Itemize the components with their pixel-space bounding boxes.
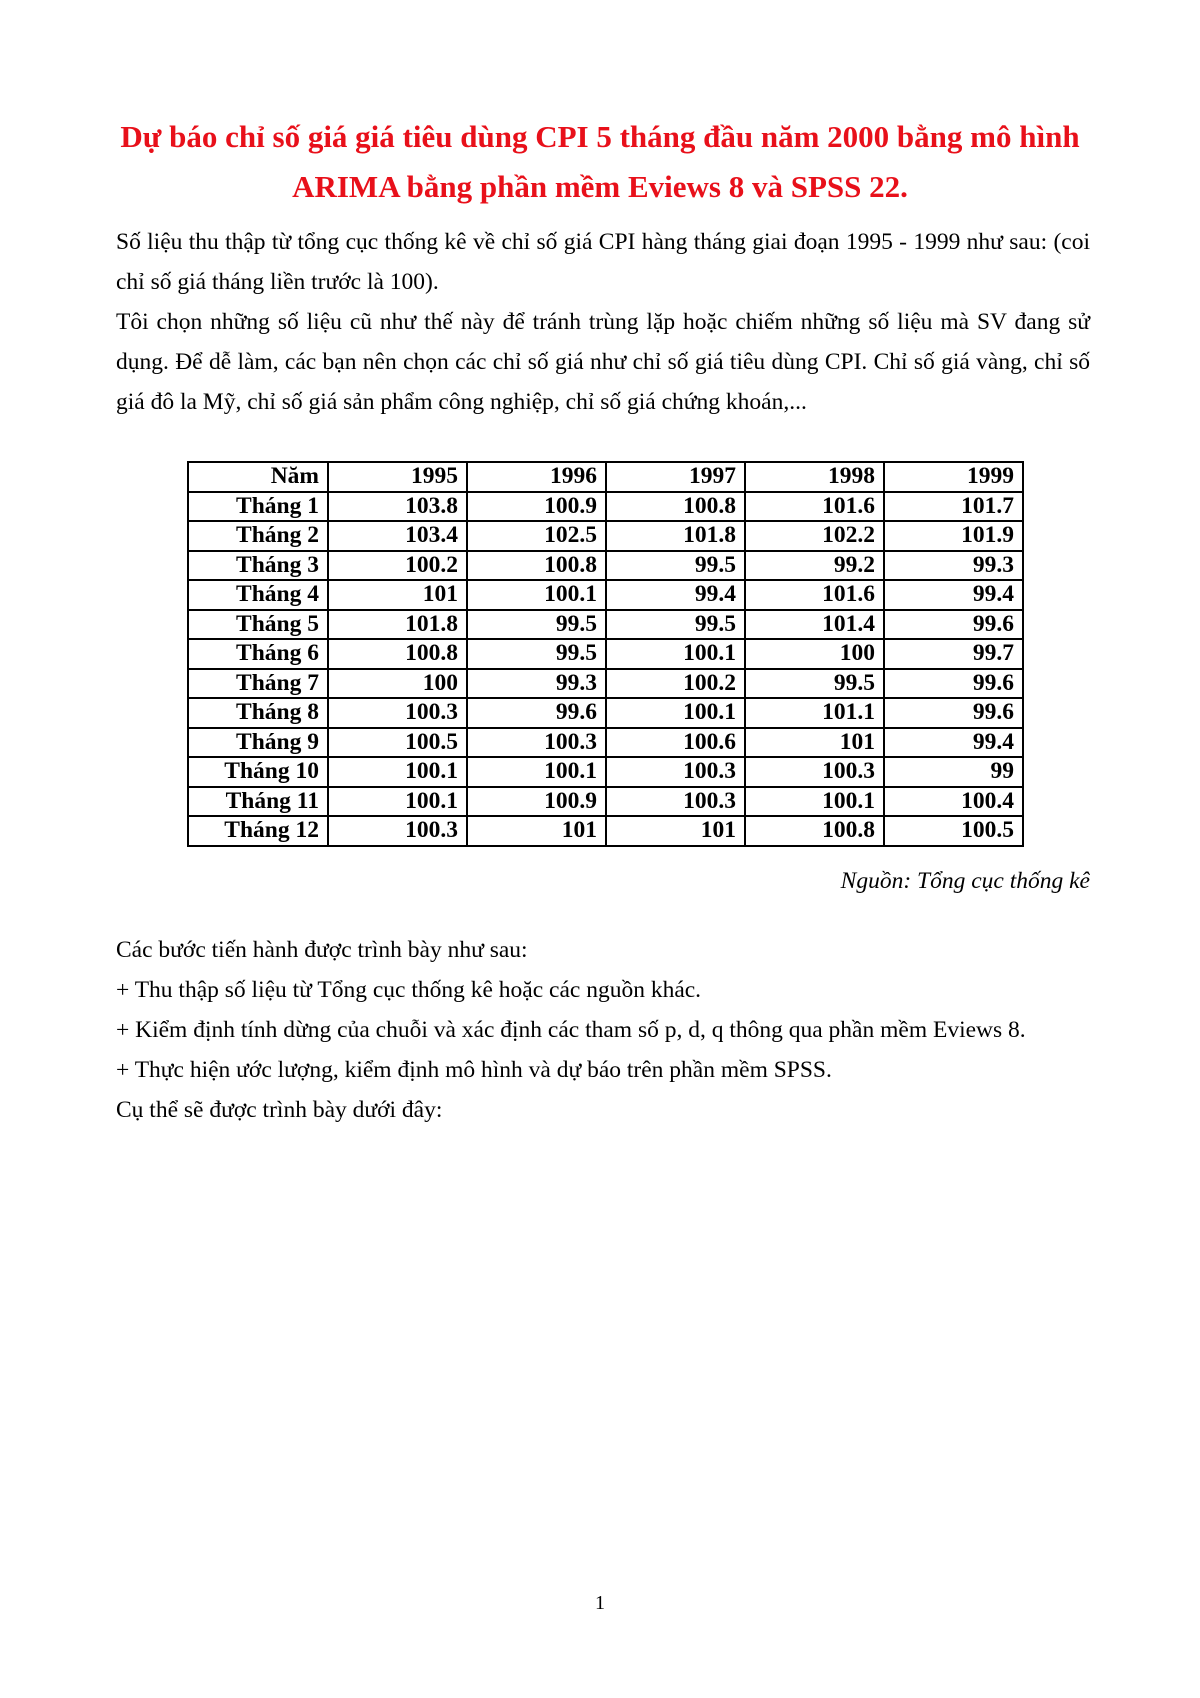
table-row	[188, 757, 1023, 787]
row-label-cell: Tháng 3	[188, 551, 328, 581]
document-title: Dự báo chỉ số giá giá tiêu dùng CPI 5 tháng đầu năm 2000 bằng mô hình ARIMA bằng phần mềm Eviews 8 và SPSS 22.	[120, 119, 1080, 204]
value-cell: 99	[884, 757, 1023, 787]
value-cell: 100	[745, 639, 884, 669]
value-cell: 101.8	[606, 521, 745, 551]
value-cell: 100.1	[328, 787, 467, 817]
value-cell: 103.4	[328, 521, 467, 551]
steps-intro: Các bước tiến hành được trình bày như sau:	[116, 937, 528, 963]
cpi-table-container	[187, 461, 1024, 847]
table-row	[188, 816, 1023, 846]
value-cell: 100.3	[328, 698, 467, 728]
row-label-cell: Tháng 8	[188, 698, 328, 728]
value-cell: 101.1	[745, 698, 884, 728]
value-cell: 100.1	[467, 757, 606, 787]
value-cell: 100.1	[606, 698, 745, 728]
table-header-cell: 1997	[606, 462, 745, 492]
value-cell: 99.5	[606, 551, 745, 581]
value-cell: 99.3	[884, 551, 1023, 581]
value-cell: 99.7	[884, 639, 1023, 669]
value-cell: 101.8	[328, 610, 467, 640]
value-cell: 100.4	[884, 787, 1023, 817]
value-cell: 100.6	[606, 728, 745, 758]
value-cell: 100.8	[328, 639, 467, 669]
value-cell: 100.3	[328, 816, 467, 846]
value-cell: 99.6	[467, 698, 606, 728]
row-label-cell: Tháng 1	[188, 492, 328, 522]
value-cell: 101.9	[884, 521, 1023, 551]
value-cell: 101.6	[745, 580, 884, 610]
step-item: + Thực hiện ước lượng, kiểm định mô hình và dự báo trên phần mềm SPSS.	[116, 1057, 832, 1083]
value-cell: 102.2	[745, 521, 884, 551]
step-item: + Kiểm định tính dừng của chuỗi và xác định các tham số p, d, q thông qua phần mềm Eviews 8.	[116, 1017, 1026, 1043]
table-row	[188, 787, 1023, 817]
table-header-cell: 1996	[467, 462, 606, 492]
row-label-cell: Tháng 11	[188, 787, 328, 817]
value-cell: 101.4	[745, 610, 884, 640]
table-row	[188, 610, 1023, 640]
table-header-cell: Năm	[188, 462, 328, 492]
row-label-cell: Tháng 4	[188, 580, 328, 610]
value-cell: 99.6	[884, 698, 1023, 728]
table-header-cell: 1998	[745, 462, 884, 492]
row-label-cell: Tháng 5	[188, 610, 328, 640]
value-cell: 100.3	[606, 787, 745, 817]
value-cell: 99.6	[884, 669, 1023, 699]
table-header-cell: 1995	[328, 462, 467, 492]
cpi-table	[187, 461, 1024, 847]
step-item: + Thu thập số liệu từ Tổng cục thống kê hoặc các nguồn khác.	[116, 977, 702, 1003]
value-cell: 99.4	[884, 728, 1023, 758]
value-cell: 99.5	[745, 669, 884, 699]
value-cell: 103.8	[328, 492, 467, 522]
value-cell: 99.5	[467, 639, 606, 669]
table-row	[188, 639, 1023, 669]
value-cell: 100.8	[467, 551, 606, 581]
value-cell: 102.5	[467, 521, 606, 551]
row-label-cell: Tháng 6	[188, 639, 328, 669]
value-cell: 100.1	[467, 580, 606, 610]
table-header-cell: 1999	[884, 462, 1023, 492]
row-label-cell: Tháng 2	[188, 521, 328, 551]
value-cell: 100.1	[328, 757, 467, 787]
value-cell: 101.6	[745, 492, 884, 522]
closing-line: Cụ thể sẽ được trình bày dưới đây:	[116, 1097, 443, 1123]
table-source-note: Nguồn: Tổng cục thống kê	[840, 868, 1090, 894]
value-cell: 99.4	[884, 580, 1023, 610]
intro-paragraph-2: Tôi chọn những số liệu cũ như thế này để tránh trùng lặp hoặc chiếm những số liệu mà SV đang sử dụng. Để dễ làm, các bạn nên chọn các chỉ số giá như chỉ số giá tiêu dùng CPI. Chỉ số giá vàng, chỉ số giá đô la Mỹ, chỉ số giá sản phẩm công nghiệp, chỉ số giá chứng khoán,...	[116, 309, 1090, 415]
row-label-cell: Tháng 7	[188, 669, 328, 699]
table-row	[188, 728, 1023, 758]
value-cell: 100.5	[328, 728, 467, 758]
value-cell: 100.3	[606, 757, 745, 787]
value-cell: 101	[328, 580, 467, 610]
table-row	[188, 492, 1023, 522]
row-label-cell: Tháng 9	[188, 728, 328, 758]
value-cell: 100.5	[884, 816, 1023, 846]
value-cell: 100.8	[606, 492, 745, 522]
value-cell: 101	[606, 816, 745, 846]
row-label-cell: Tháng 10	[188, 757, 328, 787]
value-cell: 100.9	[467, 492, 606, 522]
value-cell: 100.3	[745, 757, 884, 787]
value-cell: 100.9	[467, 787, 606, 817]
intro-paragraph: Số liệu thu thập từ tổng cục thống kê về chỉ số giá CPI hàng tháng giai đoạn 1995 - 1999 như sau: (coi chỉ số giá tháng liền trước là 100).	[116, 229, 1090, 295]
value-cell: 101	[467, 816, 606, 846]
value-cell: 99.5	[606, 610, 745, 640]
value-cell: 101	[745, 728, 884, 758]
value-cell: 100	[328, 669, 467, 699]
table-row	[188, 698, 1023, 728]
value-cell: 100.8	[745, 816, 884, 846]
steps-section	[116, 930, 1090, 1130]
value-cell: 100.3	[467, 728, 606, 758]
table-row	[188, 551, 1023, 581]
table-row	[188, 669, 1023, 699]
value-cell: 100.2	[328, 551, 467, 581]
table-row	[188, 521, 1023, 551]
value-cell: 100.1	[745, 787, 884, 817]
value-cell: 99.6	[884, 610, 1023, 640]
table-row	[188, 580, 1023, 610]
value-cell: 99.2	[745, 551, 884, 581]
value-cell: 99.4	[606, 580, 745, 610]
value-cell: 99.3	[467, 669, 606, 699]
value-cell: 99.5	[467, 610, 606, 640]
value-cell: 100.1	[606, 639, 745, 669]
row-label-cell: Tháng 12	[188, 816, 328, 846]
value-cell: 101.7	[884, 492, 1023, 522]
page-number: 1	[595, 1592, 605, 1614]
table-header-row	[188, 462, 1023, 492]
value-cell: 100.2	[606, 669, 745, 699]
